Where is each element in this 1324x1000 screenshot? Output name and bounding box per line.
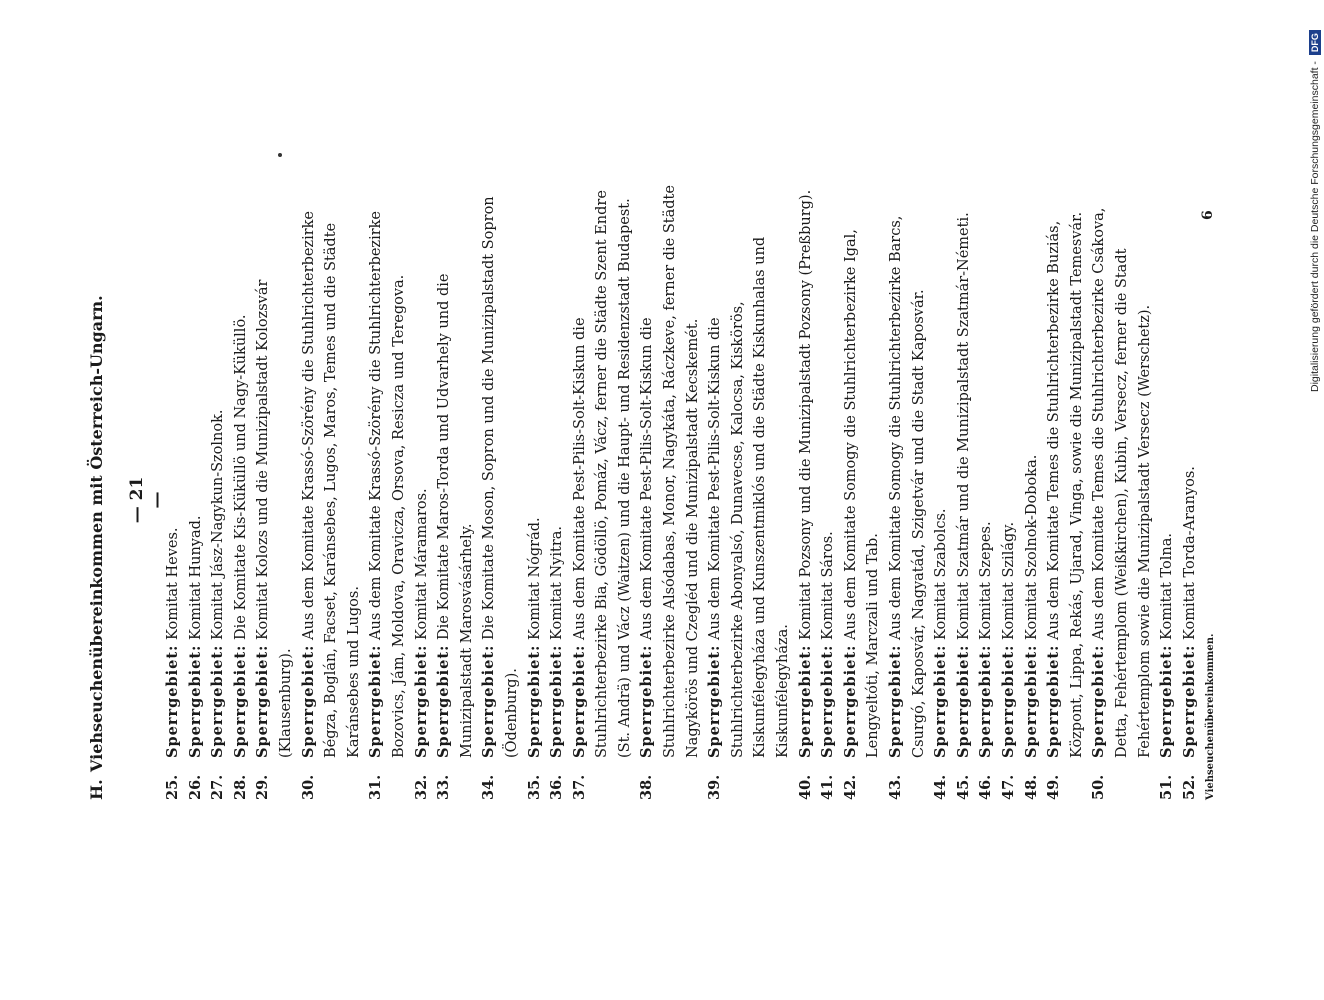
entry-label: Sperrgebiet: bbox=[525, 644, 543, 758]
entry-text: Aus dem Komitate Temes die Stuhlrichterbezirke Buziás, Központ, Lippa, Rekás, Ujarad, Vinga, sowie die Munizipalstadt Temesvár. bbox=[1046, 211, 1085, 758]
entry-label: Sperrgebiet: bbox=[932, 644, 950, 758]
entry-text: Die Komitate Maros-Torda und Udvarhely und die Munizipalstadt Marosvásárhely. bbox=[436, 273, 475, 758]
entry-text: Komitat Máramaros. bbox=[413, 488, 430, 640]
entry-text: Komitat Szolnok-Doboka. bbox=[1023, 454, 1040, 640]
entry-label: Sperrgebiet: bbox=[186, 644, 204, 758]
entry-label: Sperrgebiet: bbox=[999, 644, 1017, 758]
ink-speck bbox=[278, 153, 282, 157]
list-item bbox=[795, 178, 818, 800]
entry-number: 44. bbox=[932, 774, 950, 800]
entry-text: Komitat Szepes. bbox=[978, 521, 995, 640]
entry-label: Sperrgebiet: bbox=[209, 644, 227, 758]
list-item bbox=[207, 178, 230, 800]
entry-label: Sperrgebiet: bbox=[1158, 644, 1176, 758]
entry-text: Komitat Pozsony und die Munizipalstadt Pozsony (Preßburg). bbox=[797, 189, 814, 640]
list-item bbox=[569, 178, 637, 800]
list-item bbox=[840, 178, 885, 800]
entry-number: 28. bbox=[231, 774, 249, 800]
list-item bbox=[1021, 178, 1044, 800]
entry-number: 29. bbox=[254, 774, 272, 800]
entry-label: Sperrgebiet: bbox=[638, 644, 656, 758]
section-letter: H. bbox=[87, 779, 106, 800]
entry-number: 26. bbox=[186, 774, 204, 800]
entry-label: Sperrgebiet: bbox=[254, 644, 272, 758]
list-item bbox=[162, 178, 185, 800]
entry-number: 46. bbox=[977, 774, 995, 800]
entry-label: Sperrgebiet: bbox=[977, 644, 995, 758]
entry-list bbox=[162, 178, 1201, 800]
entry-number: 32. bbox=[412, 774, 430, 800]
list-item bbox=[817, 178, 840, 800]
entry-label: Sperrgebiet: bbox=[164, 644, 181, 758]
entry-number: 48. bbox=[1022, 774, 1040, 800]
entry-text: Aus dem Komitate Somogy die Stuhlrichterbezirke Igal, Lengyeltóti, Marczali und Tab. bbox=[842, 229, 882, 758]
list-item bbox=[365, 178, 410, 800]
entry-number: 43. bbox=[887, 774, 904, 800]
list-item bbox=[975, 178, 998, 800]
digitization-note-text: Digitalisierung gefördert durch die Deutsche Forschungsgemeinschaft - bbox=[1309, 61, 1321, 392]
sheet-mark: 6 bbox=[1200, 210, 1216, 220]
entry-number: 34. bbox=[480, 774, 498, 800]
list-item bbox=[185, 178, 208, 800]
entry-number: 30. bbox=[299, 774, 317, 800]
rotated-page bbox=[87, 178, 1227, 800]
entry-number: 35. bbox=[525, 774, 543, 800]
entry-text: Komitat Szilágy. bbox=[1000, 521, 1017, 640]
entry-label: Sperrgebiet: bbox=[367, 644, 385, 758]
list-item bbox=[546, 178, 569, 800]
entry-label: Sperrgebiet: bbox=[480, 644, 498, 758]
entry-text: Komitat Nógrád. bbox=[526, 517, 543, 640]
list-item bbox=[930, 178, 953, 800]
entry-label: Sperrgebiet: bbox=[887, 644, 904, 758]
entry-label: Sperrgebiet: bbox=[819, 644, 837, 758]
list-item bbox=[252, 178, 297, 800]
list-item bbox=[1043, 178, 1088, 800]
list-item bbox=[411, 178, 434, 800]
entry-text: Aus dem Komitate Somogy die Stuhlrichterbezirke Barcs, Csurgó, Kaposvár, Nagyatád, Szigetvár und die Stadt Kaposvár. bbox=[888, 215, 927, 758]
entry-number: 38. bbox=[638, 774, 656, 800]
page-number: — 21 — bbox=[127, 476, 167, 524]
entry-number: 50. bbox=[1090, 774, 1108, 800]
entry-label: Sperrgebiet: bbox=[706, 644, 724, 758]
entry-text: Komitat Nyitra. bbox=[549, 525, 566, 640]
list-item bbox=[298, 178, 366, 800]
entry-text: Aus dem Komitate Temes die Stuhlrichterbezirke Csákova, Detta, Fehértemplom (Weißkirchen), Kubin, Versecz, ferner die Stadt Fehértemplom sowie die Munizipalstadt Versecz (Werschetz). bbox=[1091, 207, 1153, 758]
entry-text: Die Komitate Kis-Küküllö und Nagy-Küküllö. bbox=[232, 314, 249, 640]
entry-label: Sperrgebiet: bbox=[299, 644, 317, 758]
entry-text: Aus dem Komitate Krassó-Szörény die Stuhlrichterbezirke Bégza, Boglán, Facset, Karánsebes, Lugos, Maros, Temes und die Städte Karánsebes und Lugos. bbox=[300, 210, 362, 758]
entry-text: Komitat Hunyad. bbox=[187, 515, 204, 640]
entry-number: 40. bbox=[796, 774, 814, 800]
running-head bbox=[87, 178, 109, 800]
entry-text: Aus dem Komitate Krassó-Szörény die Stuhlrichterbezirke Bozovics, Jám, Moldova, Oravicza, Orsova, Resicza und Teregova. bbox=[368, 210, 407, 758]
entry-text: Aus dem Komitate Pest-Pilis-Solt-Kiskun die Stuhlrichterbezirke Abonyalsó, Dunavecse, Kalocsa, Kiskörös, Kiskunfélegyháza und Kunszentmiklós und die Städte Kiskunhalas und Kiskunfélegyháza. bbox=[707, 236, 792, 758]
list-item bbox=[636, 178, 704, 800]
entry-number: 51. bbox=[1158, 774, 1176, 800]
entry-text: Die Komitate Moson, Sopron und die Munizipalstadt Sopron (Ödenburg). bbox=[481, 196, 520, 758]
footer-signature: Viehseuchenübereinkommen. bbox=[1205, 633, 1216, 800]
entry-number: 37. bbox=[570, 774, 588, 800]
entry-label: Sperrgebiet: bbox=[548, 644, 566, 758]
entry-label: Sperrgebiet: bbox=[570, 644, 588, 758]
entry-text: Komitat Heves. bbox=[165, 527, 181, 640]
running-head-title: Viehseuchenübereinkommen mit Österreich-Ungarn. bbox=[87, 295, 106, 772]
entry-number: 52. bbox=[1180, 774, 1198, 800]
entry-label: Sperrgebiet: bbox=[1180, 644, 1198, 758]
entry-text: Aus dem Komitate Pest-Pilis-Solt-Kiskun die Stuhlrichterbezirke Alsódabas, Monor, Nagykáta, Ráczkeve, ferner die Städte Nagykörös und Czegléd und die Munizipalstadt Kecskemét. bbox=[639, 185, 701, 758]
list-item bbox=[1179, 178, 1202, 800]
entry-label: Sperrgebiet: bbox=[231, 644, 249, 758]
entry-text: Komitat Tolna. bbox=[1159, 533, 1176, 640]
entry-number: 49. bbox=[1045, 774, 1063, 800]
entry-number: 31. bbox=[367, 774, 385, 800]
entry-text: Komitat Jász-Nagykun-Szolnok. bbox=[210, 409, 227, 640]
list-item bbox=[1088, 178, 1156, 800]
list-item bbox=[433, 178, 478, 800]
list-item bbox=[953, 178, 976, 800]
entry-number: 41. bbox=[819, 774, 837, 800]
entry-label: Sperrgebiet: bbox=[412, 644, 430, 758]
list-item bbox=[1156, 178, 1179, 800]
entry-text: Komitat Sáros. bbox=[820, 531, 837, 640]
entry-label: Sperrgebiet: bbox=[1090, 644, 1108, 758]
entry-number: 36. bbox=[548, 774, 566, 800]
list-item bbox=[478, 178, 523, 800]
digitization-note bbox=[1309, 0, 1324, 392]
entry-label: Sperrgebiet: bbox=[1045, 644, 1063, 758]
entry-text: Komitat Szatmár und die Munizipalstadt Szatmár-Németi. bbox=[955, 212, 972, 640]
list-item bbox=[885, 178, 930, 800]
entry-label: Sperrgebiet: bbox=[954, 644, 972, 758]
list-item bbox=[998, 178, 1021, 800]
list-item bbox=[524, 178, 547, 800]
entry-label: Sperrgebiet: bbox=[1022, 644, 1040, 758]
dfg-logo: DFG bbox=[1309, 30, 1321, 55]
entry-number: 47. bbox=[999, 774, 1017, 800]
entry-text: Aus dem Komitate Pest-Pilis-Solt-Kiskun die Stuhlrichterbezirke Bia, Gödöllö, Pomáz, Vácz, ferner die Städte Szent Endre (St. Andrä) und Vácz (Waitzen) und die Haupt- und Residenzstadt Budapest. bbox=[571, 190, 633, 758]
list-item bbox=[230, 178, 253, 800]
entry-text: Komitat Torda-Aranyos. bbox=[1181, 466, 1198, 640]
entry-number: 45. bbox=[954, 774, 972, 800]
entry-number: 33. bbox=[435, 774, 453, 800]
entry-number: 27. bbox=[209, 774, 227, 800]
entry-number: 25. bbox=[164, 774, 181, 800]
entry-label: Sperrgebiet: bbox=[841, 644, 859, 758]
entry-label: Sperrgebiet: bbox=[796, 644, 814, 758]
entry-text: Komitat Kolozs und die Munizipalstadt Kolozsvár (Klausenburg). bbox=[255, 279, 294, 758]
entry-label: Sperrgebiet: bbox=[435, 644, 453, 758]
entry-number: 39. bbox=[706, 774, 724, 800]
entry-number: 42. bbox=[841, 774, 859, 800]
entry-text: Komitat Szabolcs. bbox=[933, 508, 950, 640]
list-item bbox=[704, 178, 794, 800]
